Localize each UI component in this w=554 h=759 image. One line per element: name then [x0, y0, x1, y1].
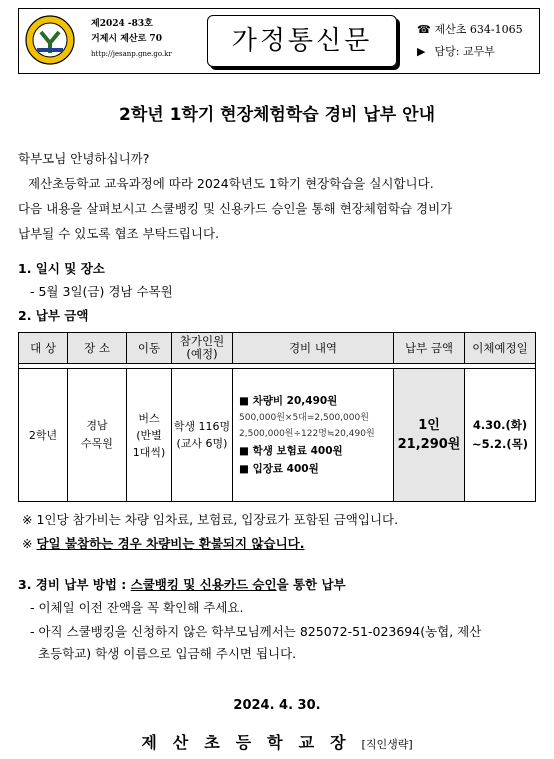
section-1-heading: 1. 일시 및 장소	[18, 261, 105, 276]
intro-greeting: 학부모님 안녕하십니까?	[18, 151, 150, 166]
issue-date: 2024. 4. 30.	[233, 698, 321, 713]
school-name: 제산초등학교장	[141, 733, 362, 752]
section-2-heading: 2. 납부 금액	[18, 308, 89, 323]
newsletter-header	[18, 8, 540, 74]
cell-due-date: 4.30.(화) ~5.2.(목)	[465, 369, 536, 502]
phone-number: 제산초 634-1065	[434, 23, 523, 36]
page-title: 2학년 1학기 현장체험학습 경비 납부 안내	[118, 105, 435, 125]
cell-participants: 학생 116명 (교사 6명)	[172, 369, 233, 502]
fee-table	[18, 332, 536, 502]
cell-transport: 버스 (반별 1대씩)	[127, 369, 172, 502]
arrow-icon: ▶	[417, 45, 426, 58]
col-header-amount: 납부 금액	[394, 333, 465, 364]
school-address: 거제시 제산로 70	[91, 34, 162, 44]
bus-calc-2: 2,500,000원÷122명≒20,490원	[239, 429, 375, 439]
bus-calc-1: 500,000원×5대=2,500,000원	[239, 413, 369, 423]
cell-place: 경남 수목원	[68, 369, 127, 502]
note-1: ※ 1인당 참가비는 차량 임차료, 보험료, 입장료가 포함된 금액입니다.	[22, 512, 399, 527]
newsletter-title: 가정통신문	[207, 15, 397, 67]
contact-department: 담당: 교무부	[434, 45, 495, 58]
col-header-participants: 참가인원 (예정)	[172, 333, 233, 364]
section-3-item-1: - 이체일 이전 잔액을 꼭 확인해 주세요.	[30, 600, 244, 615]
contact-info	[417, 19, 523, 63]
bus-fee: ■ 차량비 20,490원	[239, 395, 338, 407]
insurance-fee: ■ 학생 보험료 400원	[239, 445, 343, 457]
section-3-item-2b: 초등학교) 학생 이름으로 입금해 주시면 됩니다.	[38, 646, 297, 661]
phone-icon: ☎	[417, 23, 431, 36]
note-2-emphasis: 당일 불참하는 경우 차량비는 환불되지 않습니다.	[36, 536, 305, 551]
col-header-target: 대 상	[19, 333, 68, 364]
table-row	[19, 369, 536, 502]
note-2: ※ 당일 불참하는 경우 차량비는 환불되지 않습니다.	[22, 536, 305, 551]
intro-line-3: 납부될 수 있도록 협조 부탁드립니다.	[18, 226, 219, 241]
col-header-place: 장 소	[68, 333, 127, 364]
intro-line-1: 제산초등학교 교육과정에 따라 2024학년도 1학기 현장학습을 실시합니다.	[28, 176, 434, 191]
section-3-heading: 3. 경비 납부 방법 : 스쿨뱅킹 및 신용카드 승인을 통한 납부	[18, 577, 346, 592]
section-1-detail: - 5월 3일(금) 경남 수목원	[30, 284, 173, 299]
admission-fee: ■ 입장료 400원	[239, 463, 319, 475]
issue-number: 제2024 -83호	[91, 19, 153, 29]
school-signature	[0, 730, 554, 753]
school-url[interactable]: http://jesanp.gne.go.kr	[91, 50, 172, 58]
section-3-emphasis: 스쿨뱅킹 및 신용카드 승인	[130, 577, 277, 592]
cell-cost-detail	[233, 369, 394, 502]
school-logo	[25, 15, 75, 65]
school-info	[91, 17, 172, 62]
section-3-item-2a: - 아직 스쿨뱅킹을 신청하지 않은 학부모님께서는 825072-51-023694(농협, 제산	[30, 624, 482, 639]
cell-amount: 1인 21,290원	[394, 369, 465, 502]
intro-line-2: 다음 내용을 살펴보시고 스쿨뱅킹 및 신용카드 승인을 통해 현장체험학습 경비가	[18, 201, 453, 216]
col-header-transport: 이동	[127, 333, 172, 364]
cell-target: 2학년	[19, 369, 68, 502]
seal-note: [직인생략]	[361, 738, 413, 751]
col-header-due-date: 이체예정일	[465, 333, 536, 364]
col-header-cost-detail: 경비 내역	[233, 333, 394, 364]
